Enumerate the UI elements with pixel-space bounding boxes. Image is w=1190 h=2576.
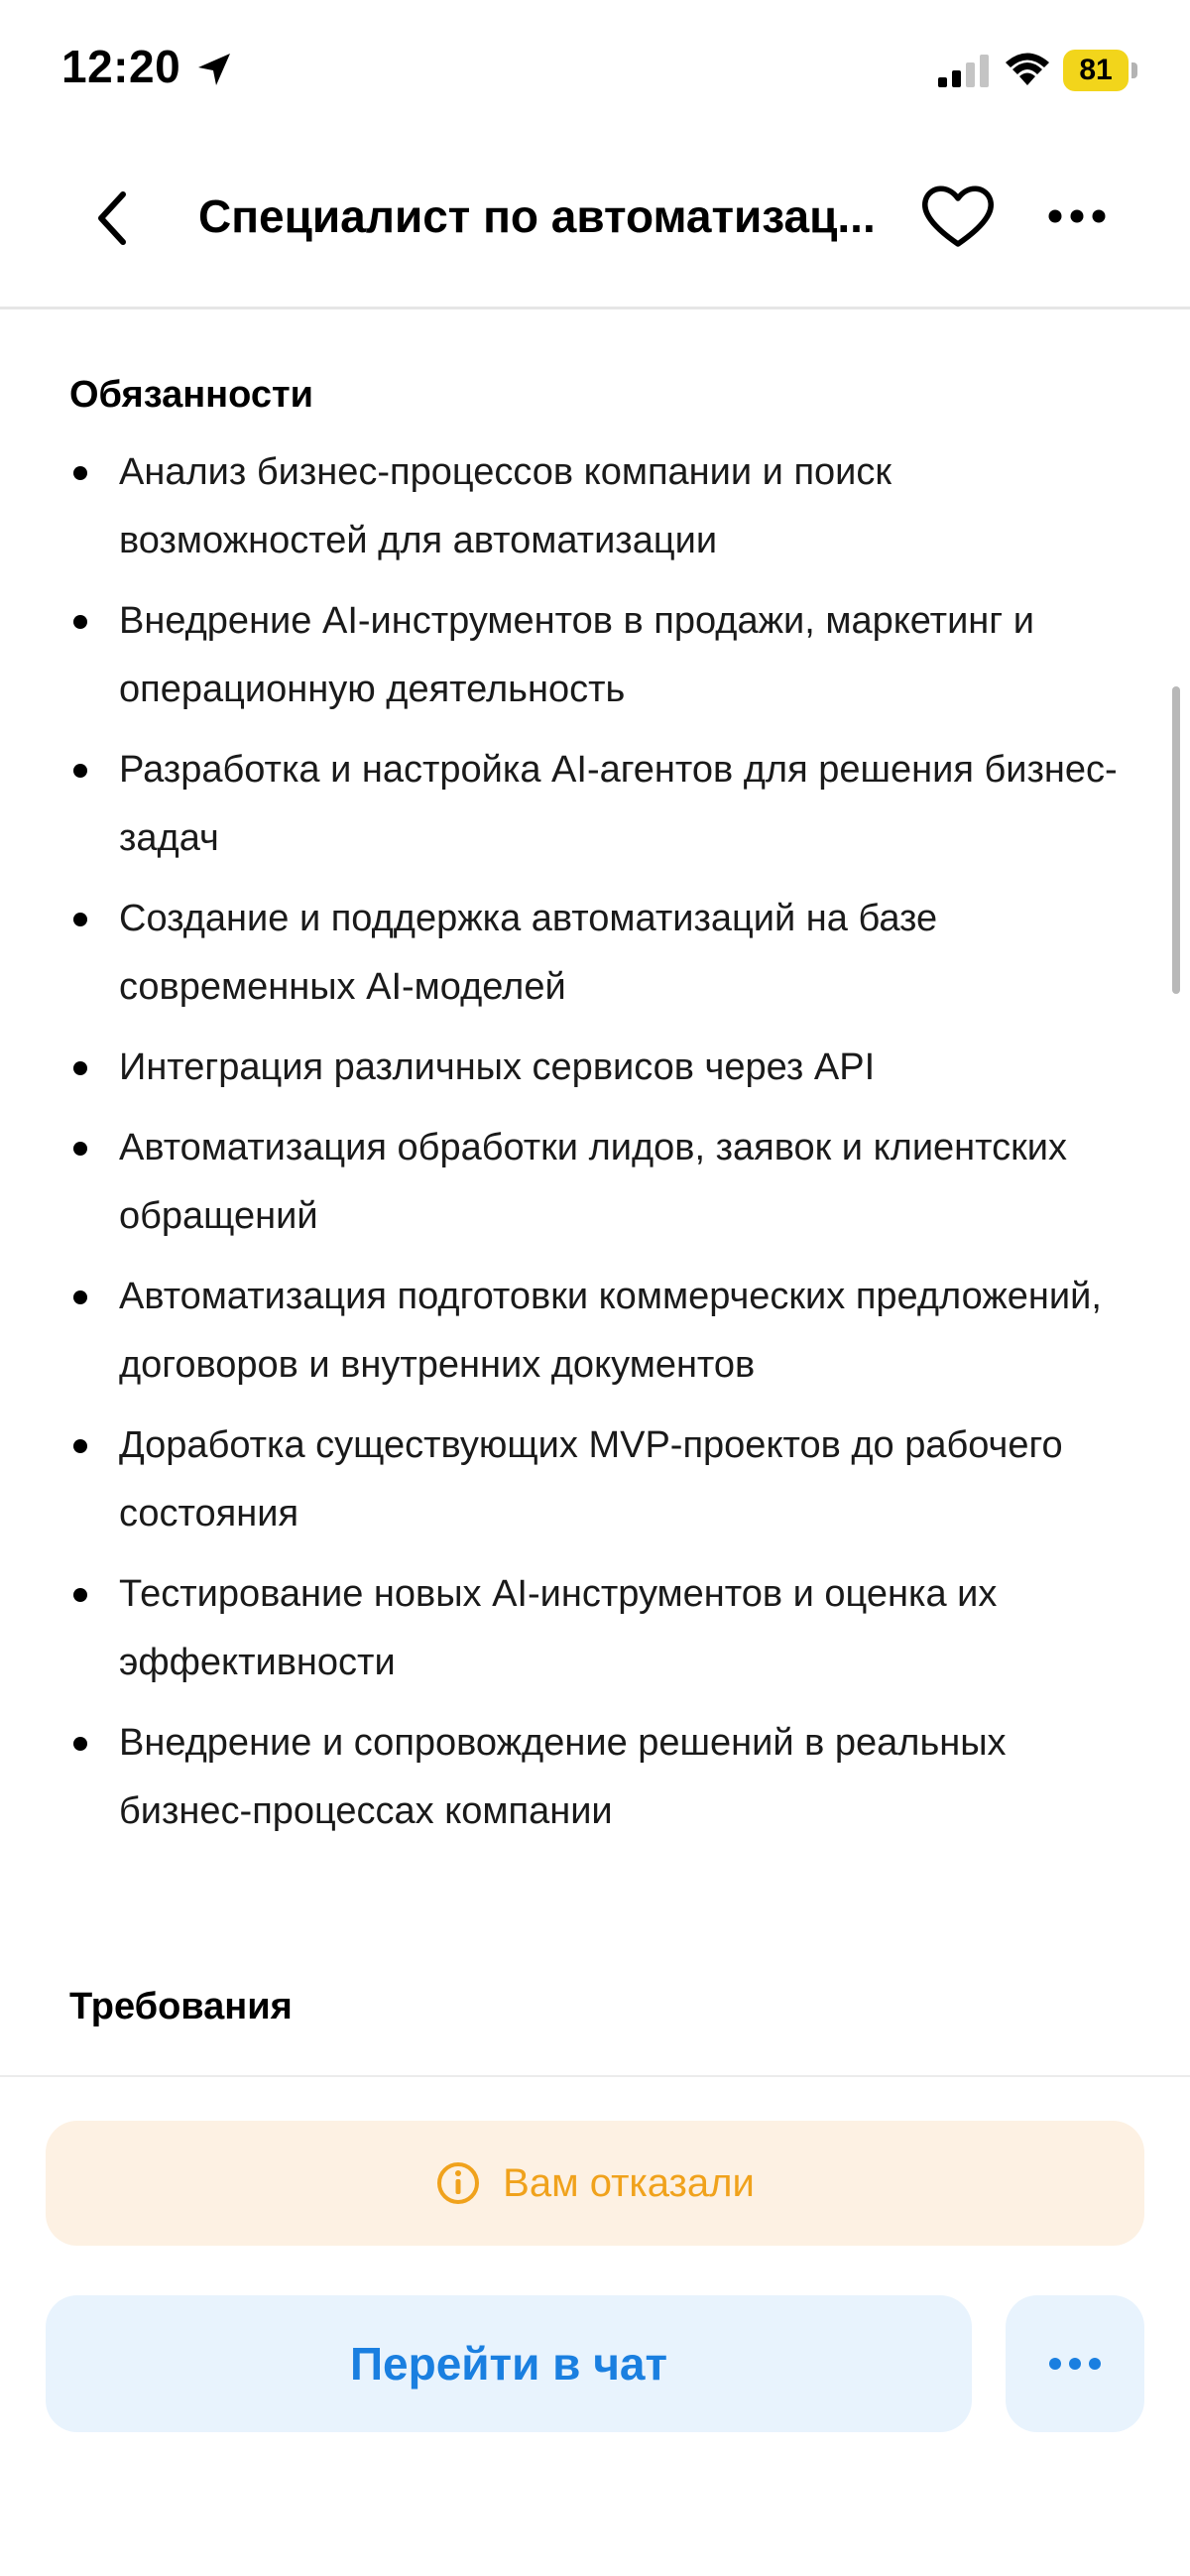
list-item <box>69 1560 1140 1697</box>
bullet <box>73 764 87 778</box>
list-item <box>69 1114 1140 1251</box>
nav-bar <box>0 139 1190 309</box>
chevron-left-icon[interactable] <box>81 179 145 258</box>
duty-text: Тестирование новых AI-инструментов и оценка их эффективности <box>119 1573 998 1683</box>
list-item <box>69 1411 1140 1548</box>
more-actions-button[interactable] <box>1006 2295 1144 2432</box>
rejection-status-banner <box>46 2121 1144 2246</box>
bottom-action-panel <box>0 2075 1190 2576</box>
duty-text: Автоматизация обработки лидов, заявок и клиентских обращений <box>119 1127 1067 1237</box>
bullet <box>73 1737 87 1751</box>
bullet <box>73 615 87 629</box>
wifi-icon <box>1004 50 1051 87</box>
battery-icon <box>1063 50 1138 91</box>
status-time: 12:20 <box>61 41 181 92</box>
duty-text: Разработка и настройка AI-агентов для решения бизнес-задач <box>119 749 1118 859</box>
duty-text: Внедрение AI-инструментов в продажи, маркетинг и операционную деятельность <box>119 600 1034 710</box>
list-item <box>69 1263 1140 1400</box>
duties-list <box>69 438 1140 1858</box>
bullet <box>73 913 87 926</box>
bullet <box>73 466 87 480</box>
rejection-status-text: Вам отказали <box>503 2160 755 2205</box>
requirements-title: Требования <box>69 1986 293 2027</box>
list-item <box>69 438 1140 575</box>
list-item <box>69 1709 1140 1846</box>
list-item <box>69 1034 1140 1102</box>
duty-text: Автоматизация подготовки коммерческих предложений, договоров и внутренних документов <box>119 1276 1102 1386</box>
bullet <box>73 1142 87 1156</box>
battery-cap <box>1131 62 1137 78</box>
duty-text: Внедрение и сопровождение решений в реальных бизнес-процессах компании <box>119 1722 1007 1832</box>
go-to-chat-button[interactable]: Перейти в чат <box>46 2295 972 2432</box>
more-horizontal-icon[interactable] <box>1035 175 1119 258</box>
battery-level: 81 <box>1063 50 1129 91</box>
list-item <box>69 736 1140 873</box>
cellular-signal-icon <box>936 54 992 87</box>
bullet <box>73 1290 87 1304</box>
location-arrow-icon <box>194 50 234 89</box>
info-icon <box>435 2160 481 2206</box>
scrollbar[interactable] <box>1172 686 1180 994</box>
duty-text: Анализ бизнес-процессов компании и поиск возможностей для автоматизации <box>119 451 892 561</box>
page-title: Специалист по автоматизац... <box>198 190 876 242</box>
duty-text: Создание и поддержка автоматизаций на базе современных AI-моделей <box>119 898 938 1008</box>
heart-icon[interactable] <box>916 175 1000 258</box>
list-item <box>69 587 1140 724</box>
bullet <box>73 1061 87 1075</box>
duty-text: Доработка существующих MVP-проектов до рабочего состояния <box>119 1424 1063 1534</box>
more-horizontal-icon <box>1045 2354 1105 2374</box>
bullet <box>73 1588 87 1602</box>
status-bar <box>0 0 1190 139</box>
bullet <box>73 1439 87 1453</box>
list-item <box>69 885 1140 1022</box>
vacancy-description[interactable] <box>0 309 1190 2075</box>
duties-title: Обязанности <box>69 374 313 416</box>
duty-text: Интеграция различных сервисов через API <box>119 1046 876 1088</box>
